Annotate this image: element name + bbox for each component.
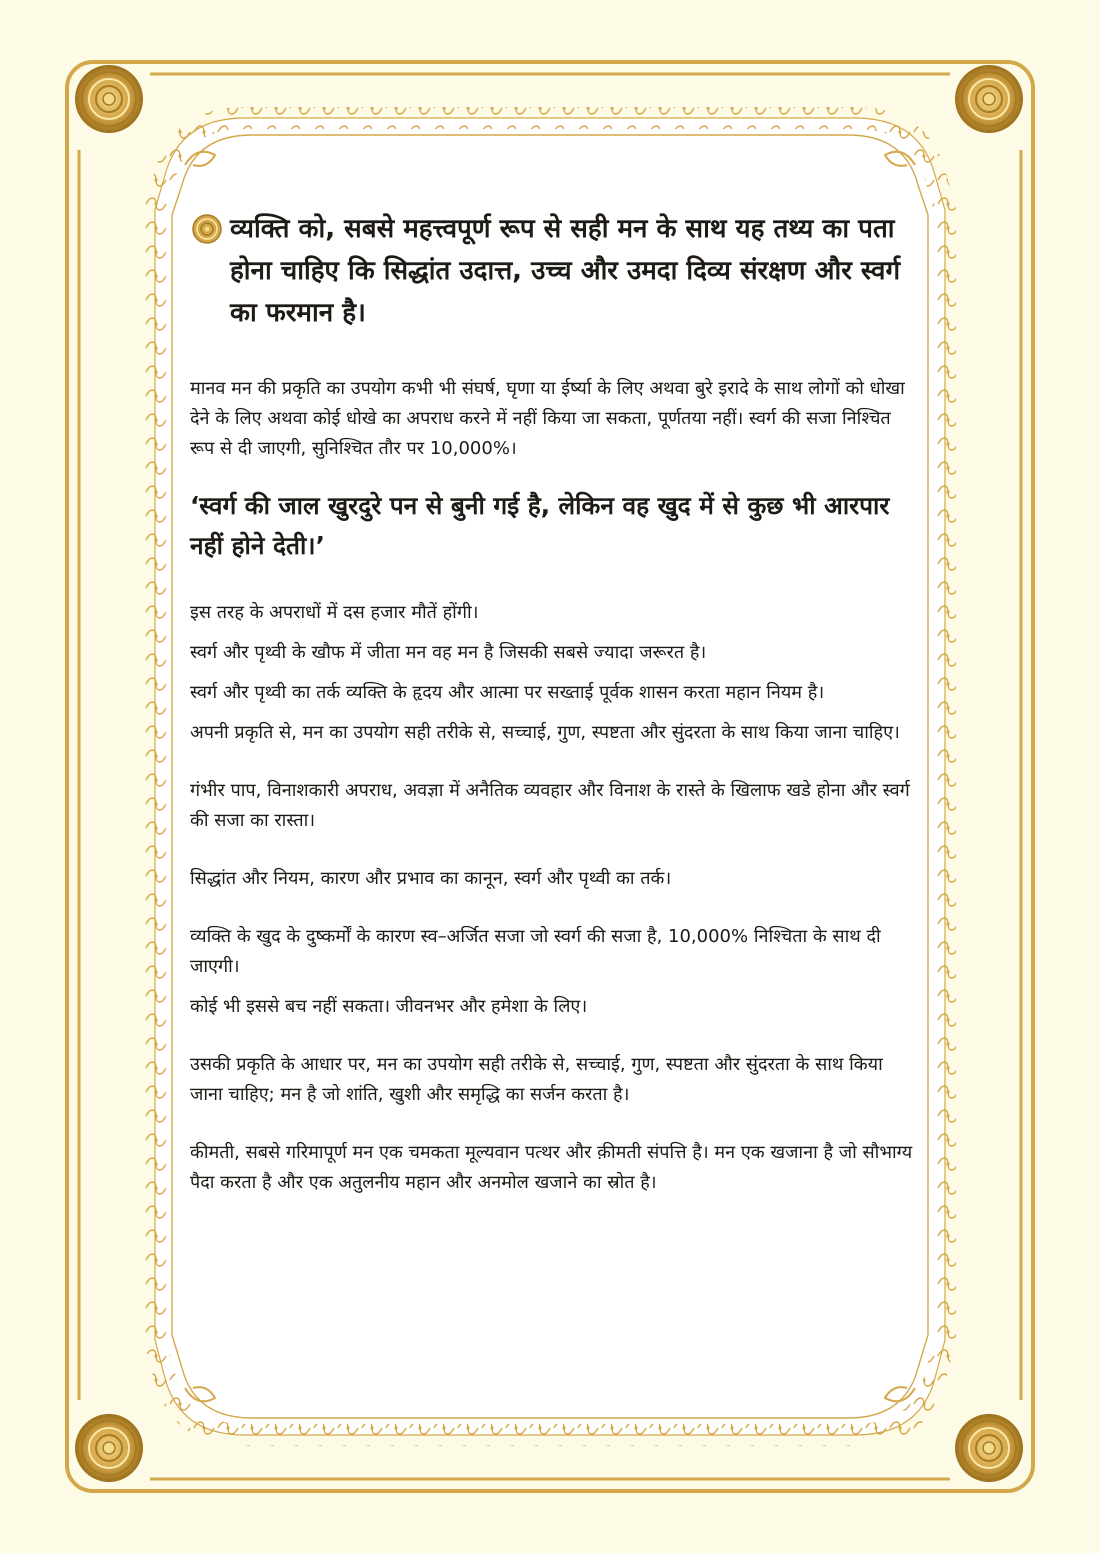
paragraph: व्यक्ति के खुद के दुष्कर्मों के कारण स्व–अर्जित सजा जो स्वर्ग की सजा है, 10,000% निश्चिता के साथ दी जाएगी। bbox=[190, 926, 881, 977]
corner-medallion-bottom-right bbox=[955, 1414, 1023, 1482]
intro-paragraph: मानव मन की प्रकृति का उपयोग कभी भी संघर्ष, घृणा या ईर्ष्या के लिए अथवा बुरे इरादे के साथ लोगों को धोखा देने के लिए अथवा कोई धोखे का अपराध करने में नहीं किया जा सकता, पूर्णतया नहीं। स्वर्ग की सजा निश्चित रूप से दी जाएगी, सुनिश्चित तौर पर 10,000%। bbox=[190, 378, 905, 459]
paragraph: गंभीर पाप, विनाशकारी अपराध, अवज्ञा में अनैतिक व्यवहार और विनाश के रास्ते के खिलाफ खडे होना और स्वर्ग की सजा का रास्ता। bbox=[190, 780, 910, 831]
content-area bbox=[190, 208, 916, 1198]
highlighted-quote: ‘स्वर्ग की जाल खुरदुरे पन से बुनी गई है, लेकिन वह खुद में से कुछ भी आरपार नहीं होने देती।’ bbox=[190, 491, 890, 560]
paragraph: उसकी प्रकृति के आधार पर, मन का उपयोग सही तरीके से, सच्चाई, गुण, स्पष्टता और सुंदरता के साथ किया जाना चाहिए; मन है जो शांति, खुशी और समृद्धि का सर्जन करता है। bbox=[190, 1054, 883, 1105]
corner-medallion-top-left bbox=[75, 65, 143, 133]
paragraph: कीमती, सबसे गरिमापूर्ण मन एक चमकता मूल्यवान पत्थर और क़ीमती संपत्ति है। मन एक खजाना है जो सौभाग्य पैदा करता है और एक अतुलनीय महान और अनमोल खजाने का स्रोत है। bbox=[190, 1142, 913, 1193]
heading-text: व्यक्ति को, सबसे महत्त्वपूर्ण रूप से सही मन के साथ यह तथ्य का पता होना चाहिए कि सिद्धांत उदात्त, उच्च और उमदा दिव्य संरक्षण और स्वर्ग का फरमान है। bbox=[230, 214, 901, 328]
paragraph: अपनी प्रकृति से, मन का उपयोग सही तरीके से, सच्चाई, गुण, स्पष्टता और सुंदरता के साथ किया जाना चाहिए। bbox=[190, 722, 900, 743]
paragraph: सिद्धांत और नियम, कारण और प्रभाव का कानून, स्वर्ग और पृथ्वी का तर्क। bbox=[190, 868, 672, 889]
gold-bullet-icon bbox=[192, 214, 222, 244]
paragraph: स्वर्ग और पृथ्वी का तर्क व्यक्ति के हृदय और आत्मा पर सख्ताई पूर्वक शासन करता महान नियम है। bbox=[190, 682, 825, 703]
paragraph: कोई भी इससे बच नहीं सकता। जीवनभर और हमेशा के लिए। bbox=[190, 996, 588, 1017]
paragraph: स्वर्ग और पृथ्वी के खौफ में जीता मन वह मन है जिसकी सबसे ज्यादा जरूरत है। bbox=[190, 642, 707, 663]
corner-medallion-bottom-left bbox=[75, 1414, 143, 1482]
paragraph: इस तरह के अपराधों में दस हजार मौतें होंगी। bbox=[190, 602, 479, 623]
corner-medallion-top-right bbox=[955, 65, 1023, 133]
section-heading bbox=[190, 208, 916, 334]
